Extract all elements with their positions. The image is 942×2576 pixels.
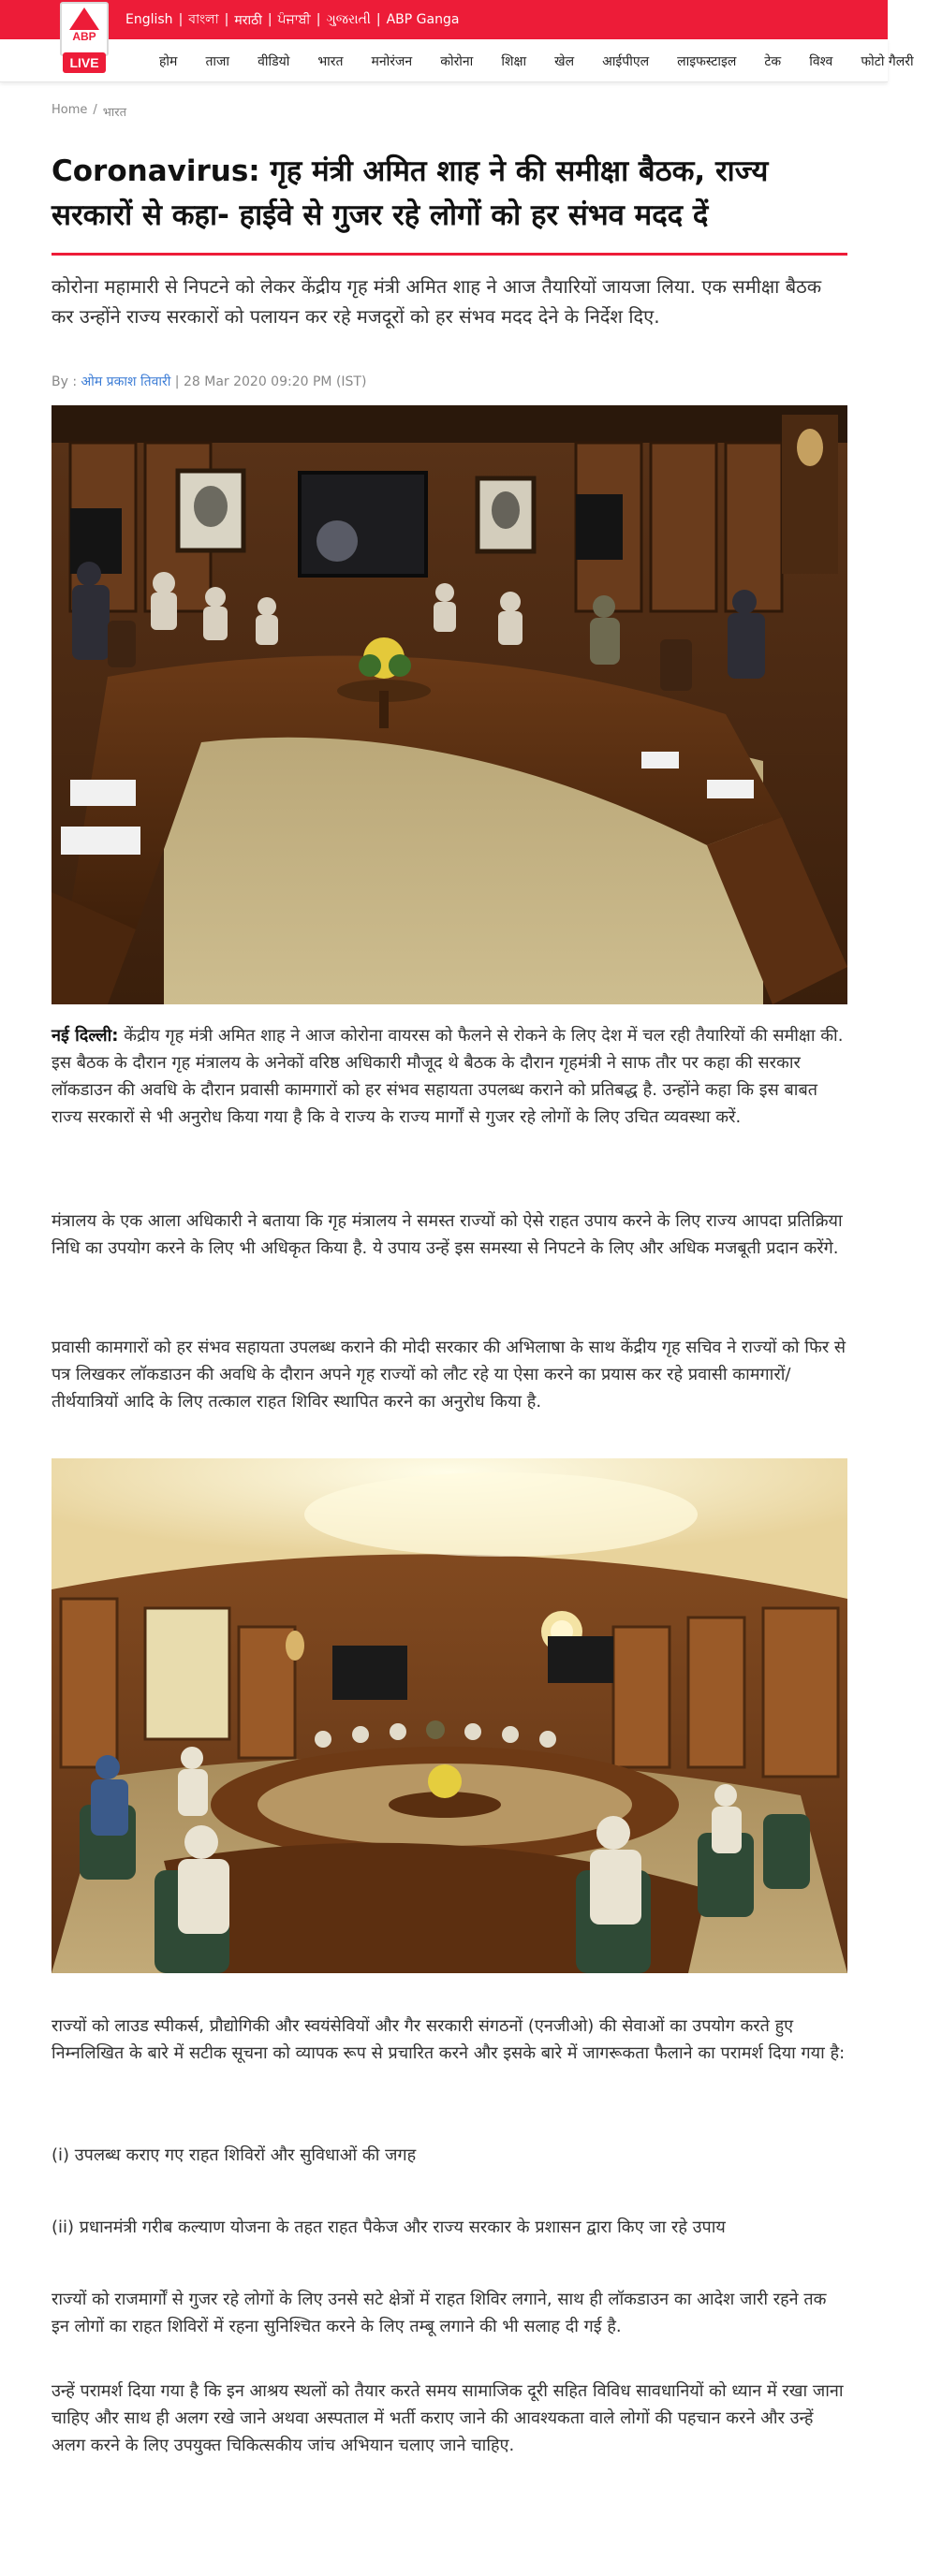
article-paragraph: राज्यों को राजमार्गों से गुजर रहे लोगों के लिए उनसे सटे क्षेत्रों में राहत शिविर लगाने, साथ ही लॉकडाउन का आदेश जारी रहने तक इन लोगों का राहत शिविरों में रहना सुनिश्चित करने के लिए तम्बू लगाने की भी सलाह दी गई है. xyxy=(52,2290,827,2336)
lang-separator: | xyxy=(267,12,272,27)
nav-item-photo-gallery[interactable]: फोटो गैलरी xyxy=(861,53,914,69)
author-link[interactable]: ओम प्रकाश तिवारी xyxy=(81,374,171,389)
lang-bangla[interactable]: বাংলা xyxy=(188,12,219,27)
dateline: नई दिल्ली: xyxy=(52,1026,119,1046)
headline-divider xyxy=(52,253,847,256)
nav-item-education[interactable]: शिक्षा xyxy=(501,53,527,69)
nav-item-india[interactable]: भारत xyxy=(317,53,344,69)
lang-english[interactable]: English xyxy=(125,12,173,27)
article-summary: कोरोना महामारी से निपटने को लेकर केंद्रीय गृह मंत्री अमित शाह ने आज तैयारियों जायजा लिया. एक समीक्षा बैठक कर उन्होंने राज्य सरकारों को पलायन कर रहे मजदूरों को हर संभव मदद देने के निर्देश दिए. xyxy=(52,275,822,328)
meeting-hall-photo xyxy=(52,1458,847,1973)
lang-separator: | xyxy=(375,12,381,27)
breadcrumb xyxy=(52,103,126,120)
top-bar xyxy=(0,0,888,39)
lang-marathi[interactable]: मराठी xyxy=(234,12,262,28)
lang-separator: | xyxy=(178,12,184,27)
breadcrumb-home[interactable]: Home xyxy=(52,103,88,117)
nav-item-sports[interactable]: खेल xyxy=(554,53,575,69)
abp-live-logo[interactable] xyxy=(60,2,109,75)
article-paragraph: (i) उपलब्ध कराए गए राहत शिविरों और सुविधाओं की जगह xyxy=(52,2145,417,2165)
logo-abp-text: ABP xyxy=(72,30,96,43)
logo-live-text: LIVE xyxy=(63,52,106,73)
nav-item-home[interactable]: होम xyxy=(159,53,178,69)
nav-item-corona[interactable]: कोरोना xyxy=(440,53,474,69)
lang-abp-ganga[interactable]: ABP Ganga xyxy=(386,12,460,27)
language-switcher xyxy=(125,10,459,29)
logo-triangle-icon xyxy=(69,7,99,30)
article-paragraph: (ii) प्रधानमंत्री गरीब कल्याण योजना के तहत राहत पैकेज और राज्य सरकार के प्रशासन द्वारा किए जा रहे उपाय xyxy=(52,2217,726,2237)
article-paragraph: राज्यों को लाउड स्पीकर्स, प्रौद्योगिकी और स्वयंसेवियों और गैर सरकारी संगठनों (एनजीओ) की सेवाओं का उपयोग करते हुए निम्नलिखित के बारे में सटीक सूचना को व्यापक रूप से प्रचारित करने और इसके बारे में जागरूकता फैलाने का परामर्श दिया गया है: xyxy=(52,2016,846,2063)
lang-separator: | xyxy=(224,12,229,27)
lang-gujarati[interactable]: ગુજરાતી xyxy=(326,12,371,27)
nav-item-ipl[interactable]: आईपीएल xyxy=(602,53,650,69)
publish-datetime: 28 Mar 2020 09:20 PM (IST) xyxy=(183,374,367,389)
breadcrumb-separator: / xyxy=(93,103,97,117)
nav-item-video[interactable]: वीडियो xyxy=(258,53,290,69)
article-byline xyxy=(52,373,366,390)
nav-item-world[interactable]: विश्व xyxy=(809,53,833,69)
article-paragraph xyxy=(52,1022,847,1131)
article-paragraph: प्रवासी कामगारों को हर संभव सहायता उपलब्ध कराने की मोदी सरकार की अभिलाषा के साथ केंद्रीय गृह सचिव ने राज्यों को फिर से पत्र लिखकर लॉकडाउन की अवधि के दौरान अपने गृह राज्यों को लौट रहे या ऐसा करने का प्रयास कर रहे प्रवासी कामगारों/तीर्थयात्रियों आदि के लिए तत्काल राहत शिविर स्थापित करने का अनुरोध किया है. xyxy=(52,1338,846,1412)
lang-separator: | xyxy=(316,12,321,27)
main-nav xyxy=(0,39,914,82)
lang-punjabi[interactable]: ਪੰਜਾਬੀ xyxy=(277,12,311,27)
article-main-image xyxy=(52,405,847,1004)
nav-item-tech[interactable]: टेक xyxy=(764,53,782,69)
article-paragraph: मंत्रालय के एक आला अधिकारी ने बताया कि गृह मंत्रालय ने समस्त राज्यों को ऐसे राहत उपाय करने के लिए राज्य आपदा प्रतिक्रिया निधि का उपयोग करने के लिए भी अधिकृत किया है. ये उपाय उन्हें इस समस्या से निपटने के लिए और अधिक मजबूती प्रदान करेंगे. xyxy=(52,1211,843,1258)
nav-item-lifestyle[interactable]: लाइफस्टाइल xyxy=(677,53,737,69)
meeting-room-photo xyxy=(52,405,847,1004)
breadcrumb-section[interactable]: भारत xyxy=(102,106,127,120)
nav-item-latest[interactable]: ताजा xyxy=(205,53,230,69)
nav-item-entertainment[interactable]: मनोरंजन xyxy=(371,53,413,69)
article-headline: Coronavirus: गृह मंत्री अमित शाह ने की समीक्षा बैठक, राज्य सरकारों से कहा- हाईवे से गुजर रहे लोगों को हर संभव मदद दें xyxy=(52,154,769,232)
paragraph-text: केंद्रीय गृह मंत्री अमित शाह ने आज कोरोना वायरस को फैलने से रोकने के लिए देश में चल रही तैयारियों की समीक्षा की. इस बैठक के दौरान गृह मंत्रालय के अनेकों वरिष्ठ अधिकारी मौजूद थे बैठक के दौरान गृहमंत्री ने साफ तौर पर कहा की सरकार लॉकडाउन की अवधि के दौरान प्रवासी कामगारों को हर संभव सहायता उपलब्ध कराने को प्रतिबद्ध है. उन्होंने कहा कि इस बाबत राज्य सरकारों से भी अनुरोध किया गया है कि वे राज्य के राज्य मार्गों से गुजर रहे लोगों के लिए उचित व्यवस्था करें. xyxy=(52,1026,844,1127)
article-secondary-image xyxy=(52,1458,847,1973)
byline-separator: | xyxy=(174,374,180,389)
byline-label: By : xyxy=(52,374,78,389)
article-paragraph: उन्हें परामर्श दिया गया है कि इन आश्रय स्थलों को तैयार करते समय सामाजिक दूरी सहित विविध सावधानियों को ध्यान में रखा जाना चाहिए और साथ ही अलग रखे जाने अथवा अस्पताल में भर्ती कराए जाने की आवश्यकता वाले लोगों की पहचान करने और उन्हें अलग करने के लिए उपयुक्त चिकित्सकीय जांच अभियान चलाए जाने चाहिए. xyxy=(52,2381,844,2455)
